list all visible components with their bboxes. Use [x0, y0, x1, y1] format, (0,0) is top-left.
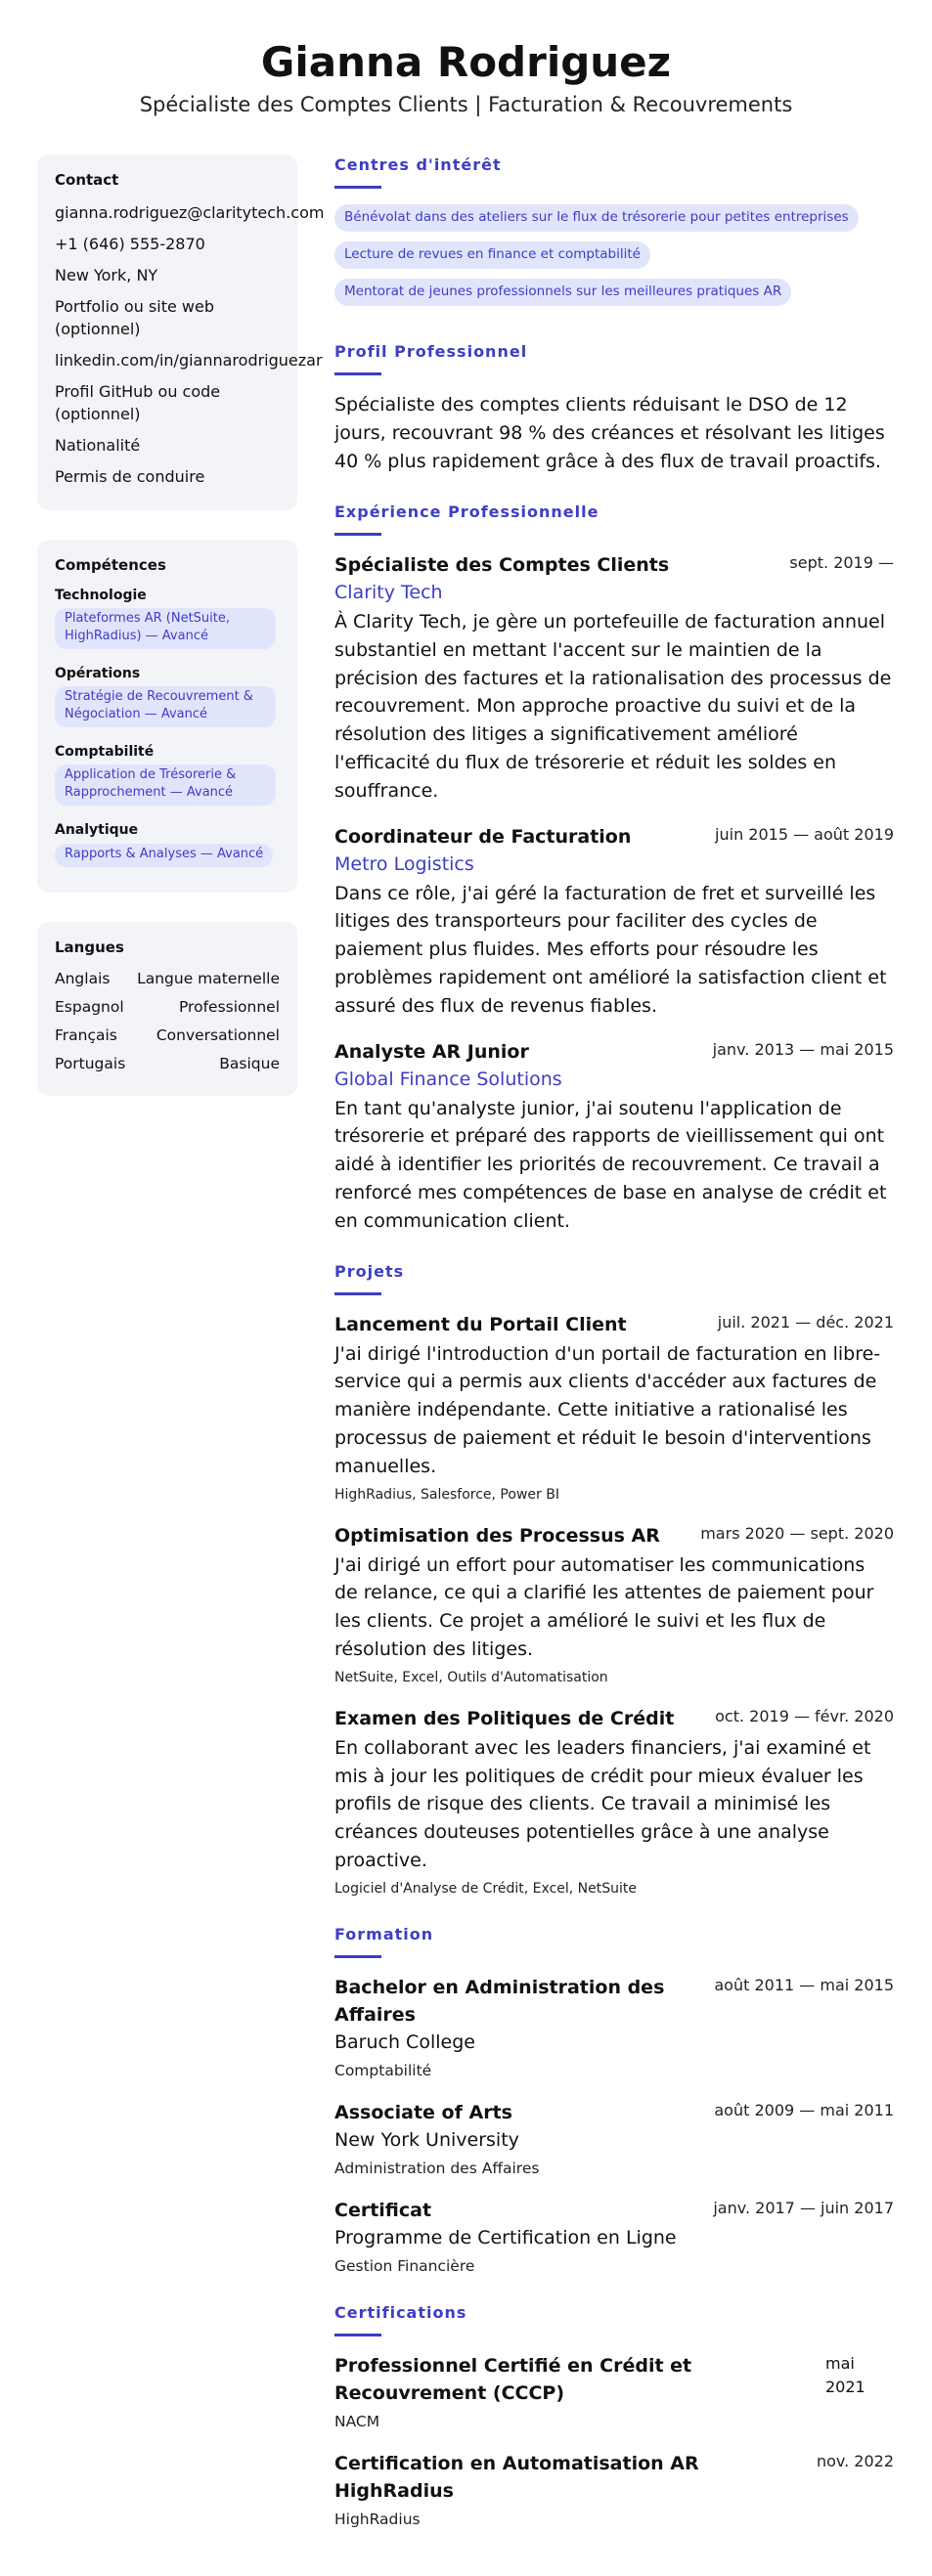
degree-name: Associate of Arts: [334, 2101, 512, 2123]
interests-section: [334, 154, 894, 316]
project-tools: Logiciel d'Analyse de Crédit, Excel, NetSuite: [334, 1880, 637, 1897]
project-description: J'ai dirigé l'introduction d'un portail de facturation en libre-service qui a permis aux clients d'accéder aux factures de manière indépendante. Cette initiative a rationalisé les processus de paiement et réduit le besoin d'interventions manuelles.: [334, 1342, 881, 1477]
contact-heading: Contact: [55, 171, 119, 189]
certification-entry: [334, 2450, 894, 2530]
certification-issuer: HighRadius: [334, 2510, 421, 2528]
skill-category: Technologie: [55, 588, 147, 603]
section-title: Projets: [334, 1261, 405, 1281]
language-row: [55, 997, 280, 1017]
contact-github[interactable]: Profil GitHub ou code (optionnel): [55, 382, 221, 423]
education-entry: [334, 1974, 894, 2081]
language-name: Portugais: [55, 1055, 126, 1072]
resume-header: [0, 0, 932, 119]
contact-nationality: Nationalité: [55, 436, 141, 455]
job-description: En tant qu'analyste junior, j'ai soutenu l'application de trésorerie et préparé des rapports de vieillissement qui ont aidé à identifier les priorités de recouvrement. Ce travail a renforcé mes compétences de base en analyse de crédit et en communication client.: [334, 1097, 887, 1232]
certifications-section: [334, 2302, 894, 2530]
projects-section: [334, 1261, 894, 1899]
skill-pill: Application de Trésorerie & Rapprochement — Avancé: [55, 764, 276, 806]
interest-pill: Bénévolat dans des ateliers sur le flux de trésorerie pour petites entreprises: [334, 204, 859, 232]
project-description: J'ai dirigé un effort pour automatiser les communications de relance, ce qui a clarifié les attentes de paiement pour les clients. Ce projet a amélioré le suivi et les flux de résolution des litiges.: [334, 1553, 874, 1660]
experience-section: [334, 502, 894, 1236]
languages-heading: Langues: [55, 939, 124, 956]
job-description: À Clarity Tech, je gère un portefeuille de facturation annuel substantiel en mettant l'accent sur le maintien de la précision des factures et la rationalisation des processus de recouvrement. Mon approche proactive du suivi et de la résolution des litiges a significativement amélioré l'efficacité du flux de trésorerie et réduit les soldes en souffrance.: [334, 611, 892, 802]
languages-card: [37, 922, 297, 1096]
skill-group: [55, 587, 280, 661]
project-name: Lancement du Portail Client: [334, 1313, 627, 1335]
language-name: Anglais: [55, 970, 111, 987]
skill-category: Analytique: [55, 822, 139, 838]
school-name: Programme de Certification en Ligne: [334, 2226, 677, 2249]
job-title: Spécialiste des Comptes Clients: [334, 554, 670, 576]
education-entry: [334, 2197, 894, 2277]
section-divider: [334, 2334, 381, 2336]
job-dates: sept. 2019 —: [789, 553, 894, 572]
education-entry: [334, 2099, 894, 2179]
section-divider: [334, 1955, 381, 1958]
contact-card: [37, 154, 325, 510]
skills-card: [37, 540, 297, 893]
project-name: Optimisation des Processus AR: [334, 1524, 660, 1547]
education-section: [334, 1924, 894, 2277]
project-dates: oct. 2019 — févr. 2020: [715, 1706, 894, 1725]
certification-date: mai 2021: [825, 2353, 865, 2396]
job-dates: janv. 2013 — mai 2015: [712, 1039, 894, 1059]
degree-name: Certificat: [334, 2199, 432, 2221]
field-of-study: Administration des Affaires: [334, 2159, 540, 2177]
skill-pill: Rapports & Analyses — Avancé: [55, 844, 273, 867]
project-tools: HighRadius, Salesforce, Power BI: [334, 1486, 559, 1503]
education-dates: août 2009 — mai 2011: [714, 2100, 894, 2119]
certification-issuer: NACM: [334, 2412, 380, 2430]
skills-heading: Compétences: [55, 556, 166, 574]
language-level: Conversationnel: [155, 1026, 280, 1044]
language-level: Basique: [219, 1055, 280, 1072]
job-title: Coordinateur de Facturation: [334, 825, 632, 848]
project-dates: mars 2020 — sept. 2020: [700, 1523, 894, 1543]
education-dates: janv. 2017 — juin 2017: [713, 2198, 894, 2217]
language-name: Espagnol: [55, 998, 124, 1016]
contact-email[interactable]: gianna.rodriguez@claritytech.com: [55, 203, 325, 222]
language-level: Langue maternelle: [137, 970, 280, 987]
project-name: Examen des Politiques de Crédit: [334, 1707, 675, 1729]
company-name: Clarity Tech: [334, 582, 443, 603]
section-title: Expérience Professionnelle: [334, 502, 599, 521]
section-divider: [334, 533, 381, 536]
certification-entry: [334, 2352, 894, 2432]
main-content: [334, 154, 894, 2555]
language-row: [55, 969, 280, 988]
certification-date: nov. 2022: [816, 2451, 894, 2470]
contact-portfolio[interactable]: Portfolio ou site web (optionnel): [55, 297, 214, 338]
project-entry: [334, 1311, 894, 1505]
education-dates: août 2011 — mai 2015: [714, 1975, 894, 1994]
project-tools: NetSuite, Excel, Outils d'Automatisation: [334, 1669, 608, 1685]
interest-pill: Mentorat de jeunes professionnels sur les meilleures pratiques AR: [334, 279, 791, 306]
project-description: En collaborant avec les leaders financiers, j'ai examiné et mis à jour les politiques de crédit pour mieux évaluer les profils de risque des clients. Ce travail a minimisé les créances douteuses potentielles grâce à une analyse proactive.: [334, 1736, 871, 1871]
degree-name: Bachelor en Administration des Affaires: [334, 1976, 665, 2026]
project-entry: [334, 1522, 894, 1687]
skill-pill: Stratégie de Recouvrement & Négociation — Avancé: [55, 686, 276, 727]
job-title: Analyste AR Junior: [334, 1040, 529, 1063]
contact-location: New York, NY: [55, 266, 158, 284]
experience-entry: [334, 551, 894, 806]
language-name: Français: [55, 1026, 117, 1044]
project-entry: [334, 1705, 894, 1899]
contact-phone[interactable]: +1 (646) 555-2870: [55, 235, 205, 253]
certification-name: Professionnel Certifié en Crédit et Recouvrement (CCCP): [334, 2354, 692, 2404]
section-title: Formation: [334, 1924, 434, 1943]
interest-pill: Lecture de revues en finance et comptabilité: [334, 241, 650, 269]
language-level: Professionnel: [178, 998, 280, 1016]
skill-group: [55, 665, 280, 739]
skill-group: [55, 743, 280, 817]
project-dates: juil. 2021 — déc. 2021: [717, 1312, 894, 1332]
experience-entry: [334, 823, 894, 1021]
contact-license: Permis de conduire: [55, 467, 205, 486]
candidate-name: Gianna Rodriguez: [260, 38, 672, 86]
contact-linkedin[interactable]: linkedin.com/in/giannarodriguezar: [55, 351, 323, 370]
section-divider: [334, 372, 381, 375]
company-name: Global Finance Solutions: [334, 1068, 562, 1090]
section-title: Profil Professionnel: [334, 342, 528, 361]
section-divider: [334, 186, 381, 189]
language-row: [55, 1026, 280, 1045]
certification-name: Certification en Automatisation AR HighRadius: [334, 2452, 699, 2502]
language-row: [55, 1054, 280, 1073]
profile-summary: Spécialiste des comptes clients réduisant le DSO de 12 jours, recouvrant 98 % des créances et résolvant les litiges 40 % plus rapidement grâce à des flux de travail proactifs.: [334, 394, 885, 472]
profile-section: [334, 341, 894, 476]
job-dates: juin 2015 — août 2019: [715, 824, 894, 844]
field-of-study: Comptabilité: [334, 2061, 432, 2079]
field-of-study: Gestion Financière: [334, 2256, 475, 2275]
school-name: New York University: [334, 2128, 519, 2151]
skill-group: [55, 821, 280, 879]
candidate-subtitle: Spécialiste des Comptes Clients | Facturation & Recouvrements: [139, 93, 793, 116]
skill-pill: Plateformes AR (NetSuite, HighRadius) — Avancé: [55, 608, 276, 649]
skill-category: Comptabilité: [55, 744, 155, 760]
section-title: Certifications: [334, 2302, 467, 2322]
sidebar: [37, 154, 325, 1125]
section-title: Centres d'intérêt: [334, 155, 502, 174]
section-divider: [334, 1292, 381, 1295]
skill-category: Opérations: [55, 666, 141, 681]
experience-entry: [334, 1038, 894, 1236]
job-description: Dans ce rôle, j'ai géré la facturation de fret et surveillé les litiges des transporteurs pour faciliter des cycles de paiement plus fluides. Mes efforts pour résoudre les problèmes rapidement ont amélioré la satisfaction client et assuré des flux de revenus fiables.: [334, 882, 887, 1017]
school-name: Baruch College: [334, 2030, 475, 2053]
company-name: Metro Logistics: [334, 852, 474, 875]
